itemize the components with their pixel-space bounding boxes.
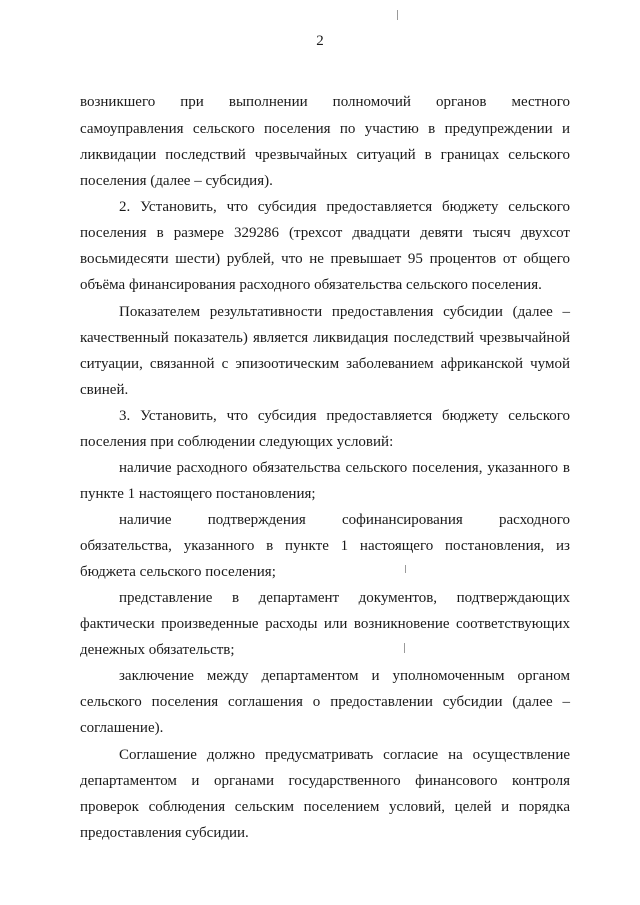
page-number: 2 [316,33,324,49]
text-line: фактически произведенные расходы или возникновение соответствующих [80,616,570,632]
text-line: бюджета сельского поселения; [80,564,276,580]
text-line: восьмидесяти шести) рублей, что не превышает 95 процентов от общего [80,251,570,267]
text-line: денежных обязательств; [80,642,235,658]
text-line: представление в департамент документов, подтверждающих [119,590,570,606]
text-line: ликвидации последствий чрезвычайных ситуаций в границах сельского [80,147,570,163]
text-line: самоуправления сельского поселения по участию в предупреждении и [80,121,570,137]
text-line: поселения в размере 329286 (трехсот двадцати девяти тысяч двухсот [80,225,570,241]
text-line: проверок соблюдения сельским поселением условий, целей и порядка [80,799,570,815]
scan-mark [405,565,406,573]
scan-mark [397,10,398,20]
text-line: сельского поселения соглашения о предоставлении субсидии (далее – [80,694,570,710]
text-line: 3. Установить, что субсидия предоставляется бюджету сельского [119,408,570,424]
text-line: пункте 1 настоящего постановления; [80,486,316,502]
scan-mark [404,643,405,653]
text-line: наличие расходного обязательства сельского поселения, указанного в [119,460,570,476]
text-line: предоставления субсидии. [80,825,249,841]
text-line: качественный показатель) является ликвидация последствий чрезвычайной [80,330,570,346]
text-line: поселения (далее – субсидия). [80,173,273,189]
text-line: обязательства, указанного в пункте 1 настоящего постановления, из [80,538,570,554]
text-line: соглашение). [80,720,164,736]
text-line: Соглашение должно предусматривать согласие на осуществление [119,747,570,763]
text-line: заключение между департаментом и уполномоченным органом [119,668,570,684]
text-line: наличие подтверждения софинансирования расходного [119,512,570,528]
text-line: возникшего при выполнении полномочий органов местного [80,94,570,110]
text-line: поселения при соблюдении следующих условий: [80,434,394,450]
text-line: Показателем результативности предоставления субсидии (далее – [119,304,570,320]
text-line: ситуации, связанной с эпизоотическим заболеванием африканской чумой [80,356,570,372]
text-line: свиней. [80,382,129,398]
text-line: департаментом и органами государственного финансового контроля [80,773,570,789]
text-line: 2. Установить, что субсидия предоставляется бюджету сельского [119,199,570,215]
text-line: объёма финансирования расходного обязательства сельского поселения. [80,277,542,293]
